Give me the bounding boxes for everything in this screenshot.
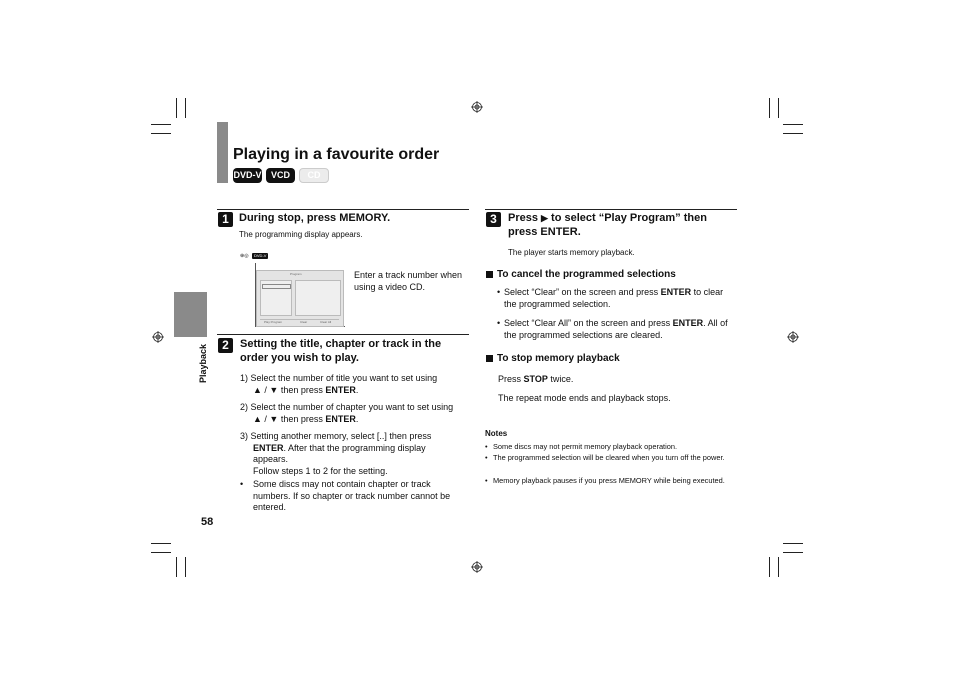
cancel-b1-post: to clear the programmed selection. [504, 287, 724, 309]
programming-screen [256, 270, 344, 327]
cancel-b2-pre: Select “Clear All” on the screen and press [504, 318, 671, 328]
vcd-badge: VCD [266, 168, 295, 183]
step1-text: The programming display appears. [239, 230, 363, 239]
step-number-3: 3 [486, 212, 501, 227]
screen-clear: Clear [300, 320, 308, 324]
step2-item-2-text: 2) Select the number of chapter you want to set using [240, 402, 454, 412]
step3-text: The player starts memory playback. [508, 248, 635, 257]
screen-right-list [295, 280, 341, 316]
page-number: 58 [201, 516, 214, 528]
screen-play-program: Play Program [264, 320, 283, 324]
enter-key-label: ENTER [325, 384, 356, 395]
cancel-bullet-1: • Select “Clear” on the screen and press ENTER to clear the programmed selection. [497, 287, 724, 309]
stop-line1-post: twice. [550, 374, 574, 384]
screen-clear-all: Clear All [320, 320, 332, 324]
enter-key-label: ENTER [325, 413, 356, 424]
screen-dvd-badge: DVD-V [254, 253, 267, 258]
step-divider [217, 209, 469, 210]
step2-item-3 [240, 431, 455, 477]
registration-mark-icon [152, 331, 164, 343]
step-number-2: 2 [218, 338, 233, 353]
note-item: • Memory playback pauses if you press MEMORY while being executed. [485, 475, 740, 486]
step2-bullet: • Some discs may not contain chapter or track numbers. If so chapter or track number cannot be entered. [240, 479, 470, 514]
step-number-1: 1 [218, 212, 233, 227]
dvd-v-badge: DVD-V [233, 168, 262, 183]
screen-left-list [260, 280, 292, 316]
step2-item-1-suffix: . [355, 384, 359, 395]
step1-heading: During stop, press MEMORY. [239, 212, 391, 224]
step2-item-1-text: 1) Select the number of title you want to set using [240, 373, 438, 383]
enter-key-label: ENTER [672, 318, 704, 328]
note-text: The programmed selection will be cleared when you turn off the power. [493, 453, 725, 462]
title-accent-bar [217, 122, 228, 183]
step2-item-2-mid: then press [278, 413, 326, 424]
screen-footer [260, 319, 339, 324]
step-divider [217, 334, 469, 335]
registration-mark-icon [471, 561, 483, 573]
cancel-b1-pre: Select “Clear” on the screen and press [504, 287, 659, 297]
step2-item-1 [240, 373, 472, 396]
cancel-heading-text: To cancel the programmed selections [497, 269, 676, 280]
stop-heading [486, 352, 620, 366]
note-item: • The programmed selection will be cleared when you turn off the power. [485, 452, 740, 463]
stop-key-label: STOP [523, 374, 548, 384]
note-item: • Some discs may not permit memory playback operation. [485, 441, 740, 452]
stop-heading-text: To stop memory playback [497, 353, 620, 364]
up-down-arrows-icon: ▲ / ▼ [253, 384, 279, 395]
step2-item-2 [240, 402, 472, 425]
step2-item-2-suffix: . [355, 413, 359, 424]
cancel-b2-post: . All of the programmed selections are cleared. [504, 318, 728, 340]
cancel-heading [486, 268, 676, 282]
step2-bullet-text: Some discs may not contain chapter or track numbers. If so chapter or track number cannot be entered. [253, 479, 451, 512]
stop-line-1 [498, 374, 573, 386]
side-tab [174, 292, 207, 337]
step1-side-note: Enter a track number when using a video CD. [354, 270, 463, 292]
screen-title: Program [290, 272, 302, 276]
step2-item-3-suffix: . After that the programming display appears. [253, 442, 426, 464]
page-title: Playing in a favourite order [233, 146, 440, 163]
step3-heading-pre: Press [508, 212, 538, 224]
step2-item-1-mid: then press [278, 384, 326, 395]
registration-mark-icon [471, 101, 483, 113]
disc-icon: ⊕◎ [240, 253, 249, 259]
step-divider [485, 209, 737, 210]
step3-heading [508, 211, 733, 239]
note-text: Some discs may not permit memory playback operation. [493, 442, 678, 451]
note-text: Memory playback pauses if you press MEMORY while being executed. [493, 476, 725, 485]
stop-line-2: The repeat mode ends and playback stops. [498, 393, 671, 403]
cancel-bullet-2: • Select “Clear All” on the screen and press ENTER. All of the programmed selections are cleared. [497, 318, 728, 340]
step2-heading: Setting the title, chapter or track in the order you wish to play. [240, 338, 442, 364]
enter-key-label: ENTER [253, 442, 284, 453]
up-down-arrows-icon: ▲ / ▼ [253, 413, 279, 424]
stop-line1-pre: Press [498, 374, 522, 384]
registration-mark-icon [787, 331, 799, 343]
notes-heading: Notes [485, 429, 508, 438]
cd-badge: CD [299, 168, 329, 183]
step3-heading-post: to select “Play Program” then press ENTER. [508, 212, 707, 238]
step2-item-3-text: 3) Setting another memory, select [..] then press [240, 431, 432, 441]
section-side-label: Playback [198, 344, 208, 384]
step2-item-3-follow: Follow steps 1 to 2 for the setting. [253, 465, 388, 476]
screen-selected-row [262, 284, 291, 289]
enter-key-label: ENTER [660, 287, 692, 297]
play-arrow-icon: ▶ [541, 213, 548, 223]
